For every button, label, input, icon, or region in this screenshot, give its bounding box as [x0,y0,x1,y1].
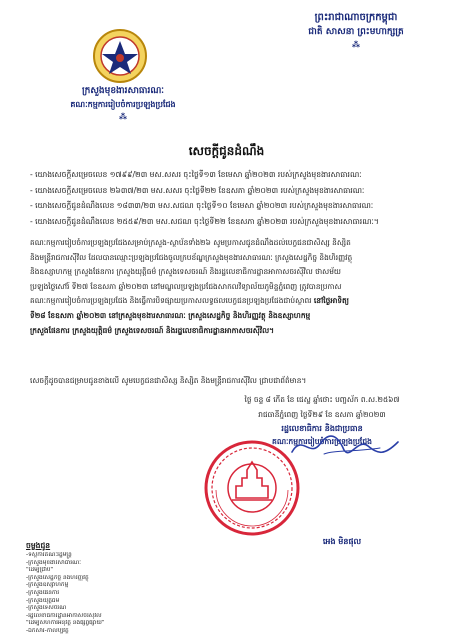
ministry-header [38,84,208,123]
lunar-date: ថ្ងៃ ចន្ទ ៨ កើត ខែ ជេស្ឋ ឆ្នាំថោះ បញ្ចស័ក ព.ស.២៥៦៧ [244,395,400,404]
body-line: និងឧស្សាហកម្ម ក្រសួងផែនការ ក្រសួងយុត្តិធម៌ ក្រសួងទេសចរណ៍ និងរដ្ឋលេខាធិការដ្ឋានអាកាសចរស៊ីវិល ថាសម័យ [30,267,341,277]
kingdom-name: ព្រះរាជាណាចក្រកម្ពុជា [314,12,398,23]
recipient-item: -ក្រសួងផែនការ [26,589,60,596]
body-line: និងមន្ត្រីរាជការស៊ីវិល ដែលបានឈ្មោះប្រឡងប្រជែងចូលក្របខ័ណ្ឌក្រសួងមុខងារសាធារណៈ ក្រសួងសេដ្ឋកិច្ច និងហិរញ្ញវត្ថុ [30,252,353,262]
recipient-item: -ក្រសួងមុខងារសាធារណៈ [26,559,81,566]
signatory-title: រដ្ឋលេខាធិការ និងជាប្រធាន [281,424,363,433]
recipients-list [26,540,196,636]
header-ornament: ⁂ [351,40,361,49]
recipients-heading: ចម្លងជូន [26,541,51,550]
kingdom-header [281,10,431,51]
closing-sentence: សេចក្ដីដូចបានជម្រាបជូនខាងលើ សូមបេក្ខជនជាសិស្ស និស្សិត និងមន្ត្រីរាជការស៊ីវិល ជ្រាបជាព័ត៌មាន។ [30,376,307,385]
signatory-committee: គណៈកម្មការរៀបចំការប្រឡងប្រជែង [272,437,372,446]
ministry-ornament: ⁂ [118,112,128,121]
reference-item: - យោងសេចក្ដីជូនដំណឹងលេខ ១៨៣៣/២៣ មស.សជណ ចុះថ្ងៃទី១០ ខែមេសា ឆ្នាំ២០២៣ របស់ក្រសួងមុខងារសាធារណៈ [30,201,374,211]
recipient-item: -ក្រសួងយុត្តិធម៌ [26,597,60,604]
reference-item: - យោងសេចក្ដីសម្រេចលេខ ១៧៩៩/២៣ មស.សសរ ចុះថ្ងៃទី១៣ ខែមេសា ឆ្នាំ២០២៣ របស់ក្រសួងមុខងារសាធារណៈ [30,170,362,179]
result-date-phrase: នៅថ្ងៃអាទិត្យ [313,296,349,306]
references-list [30,167,430,229]
handwritten-signature-icon [284,426,404,466]
reference-item: - យោងសេចក្ដីសម្រេចលេខ ២៦៣៧/២៣ មស.សសរ ចុះថ្ងៃទី២២ ខែឧសភា ឆ្នាំ២០២៣ របស់ក្រសួងមុខងារសាធារណៈ [30,185,365,195]
body-line: ប្រឡងថ្ងៃសៅរ៍ ទី២៧ ខែឧសភា ឆ្នាំ២០២៣ នៅមណ្ឌលប្រឡងប្រជែងសាកលវិទ្យាល័យភូមិន្ទភ្នំពេញ ត្រូវបានប្រកាស [30,281,342,291]
recipient-item: -ក្រសួងទេសចរណ៍ [26,605,67,612]
recipient-item: -រដ្ឋលេខាធិការដ្ឋានអាកាសចរស៊ីវិល [26,612,102,619]
body-line: គណៈកម្មការរៀបចំការប្រឡងប្រជែងសម្រាប់ក្រសួង-ស្ថាប័នទាំង២៦ សូមប្រកាសជូនដំណឹងដល់បេក្ខជនជាសិស្ស និស្សិត [30,238,351,247]
result-locations: ក្រសួងផែនការ ក្រសួងយុត្តិធម៌ ក្រសួងទេសចរណ៍ និងរដ្ឋលេខាធិការដ្ឋានអាកាសចរស៊ីវិល។ [30,325,275,335]
recipient-item: -ក្រសួងឧស្សាហកម្ម [26,582,69,589]
body-line-emphasis [30,309,430,324]
recipient-item: -ក្រសួងសេដ្ឋកិច្ច និងហិរញ្ញវត្ថុ [26,574,89,581]
body-line [30,294,430,309]
ministry-name: ក្រសួងមុខងារសាធារណៈ [81,86,165,96]
body-line-emphasis [30,324,430,339]
announcement-body [30,236,430,338]
national-motto: ជាតិ សាសនា ព្រះមហាក្សត្រ [308,27,404,37]
result-date-location: ទី២៨ ខែឧសភា ឆ្នាំ២០២៣ នៅក្រសួងមុខងារសាធារណៈ ក្រសួងសេដ្ឋកិច្ច និងហិរញ្ញវត្ថុ និងឧស្សាហកម្ម [30,310,311,320]
signatory-name: អេង មិនផុល [322,537,362,546]
reference-item: - យោងសេចក្ដីជូនដំណឹងលេខ ២៥៥៩/២៣ មស.សជណ ចុះថ្ងៃទី២២ ខែឧសភា ឆ្នាំ២០២៣ របស់ក្រសួងមុខងារសាធារណៈ។ [30,216,379,226]
committee-name: គណៈកម្មការរៀបចំការប្រឡងប្រជែង [70,100,176,109]
solar-date: រាជធានីភ្នំពេញ ថ្ងៃទី២៩ ខែ ឧសភា ឆ្នាំ២០២៣ [258,410,386,419]
recipient-item: -ទីស្ដីការគណៈរដ្ឋមន្ត្រី [26,552,72,558]
recipient-item: "ដើម្បីជ្រាប" [26,567,54,574]
body-line-text: គណៈកម្មការរៀបចំការប្រឡងប្រជែង និងធ្វើការបិទផ្សាយប្រកាសលទ្ធផលបេក្ខជនប្រឡងប្រជែងជាប់ស្ថាពរ [30,296,312,306]
recipient-item: -ឯកសារ-កាលប្បវត្តិ [26,627,69,634]
document-title: សេចក្ដីជូនដំណឹង [188,144,265,158]
date-block [222,392,422,422]
ministry-emblem-icon [92,28,148,84]
recipient-item: "ដើម្បីសហការអនុវត្ត និងផ្សព្វផ្សាយ" [26,620,105,627]
